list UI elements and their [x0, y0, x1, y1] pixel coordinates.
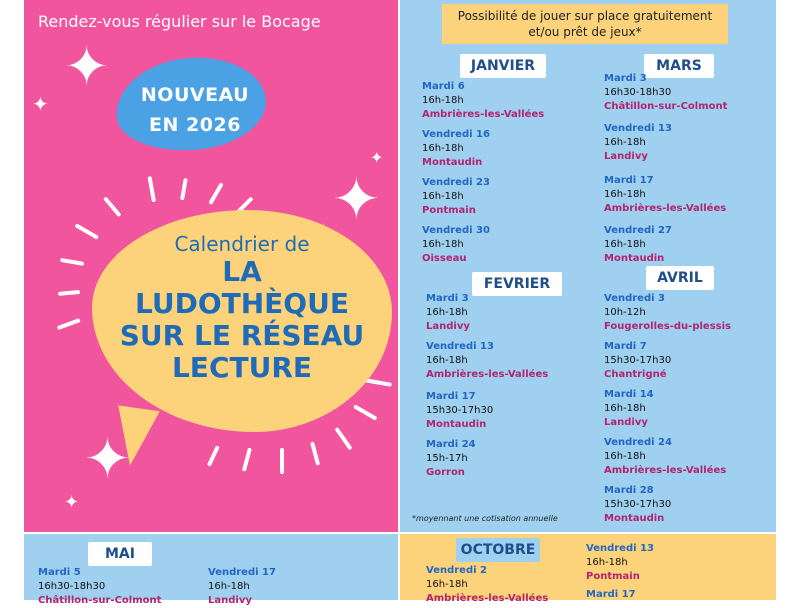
entry-time: 16h-18h	[604, 137, 646, 148]
entry-place: Landivy	[208, 595, 252, 606]
ray-decoration	[207, 445, 220, 467]
entry-time: 16h-18h	[604, 189, 646, 200]
entry-time: 15h-17h	[426, 453, 468, 464]
new-badge-line2: EN 2026	[149, 114, 241, 136]
month-header-avril: AVRIL	[646, 266, 714, 290]
entry-place: Châtillon-sur-Colmont	[604, 101, 728, 112]
calendar-entry	[604, 340, 774, 382]
ray-decoration	[242, 447, 252, 471]
entry-place: Ambrières-les-Vallées	[604, 465, 727, 476]
title-intro: Calendrier de	[174, 232, 310, 256]
entry-day: Mardi 17	[604, 175, 654, 186]
ray-decoration	[57, 318, 81, 330]
calendar-entry	[426, 390, 596, 432]
entry-day: Vendredi 27	[604, 225, 672, 236]
entry-place: Montaudin	[604, 513, 665, 524]
entry-place: Gorron	[426, 467, 465, 478]
new-badge	[116, 80, 274, 140]
calendar-entry	[208, 566, 378, 608]
ray-decoration	[353, 404, 378, 420]
entry-time: 16h30-18h30	[38, 581, 106, 592]
calendar-entry	[604, 122, 774, 164]
tagline: Rendez-vous régulier sur le Bocage	[38, 12, 321, 31]
sparkle-icon: ✦	[32, 92, 49, 116]
title-line: LUDOTHÈQUE	[135, 287, 349, 320]
entry-time: 16h-18h	[426, 307, 468, 318]
calendar-entry	[586, 588, 756, 602]
sparkle-icon: ✦	[64, 492, 80, 513]
sparkle-icon: ✦	[370, 148, 384, 167]
entry-day: Vendredi 13	[586, 543, 654, 554]
ray-decoration	[180, 178, 188, 200]
calendar-entry	[604, 436, 774, 478]
calendar-entry	[604, 224, 774, 266]
entry-place: Ambrières-les-Vallées	[422, 109, 545, 120]
entry-time: 16h-18h	[422, 95, 464, 106]
entry-place: Ambrières-les-Vallées	[426, 369, 549, 380]
month-header-octobre: OCTOBRE	[456, 538, 540, 562]
calendar-entry	[422, 224, 592, 266]
entry-place: Montaudin	[604, 253, 665, 264]
info-box	[442, 4, 728, 44]
entry-time: 16h-18h	[422, 239, 464, 250]
entry-day: Mardi 17	[426, 391, 476, 402]
calendar-entry	[586, 542, 756, 584]
entry-place: Landivy	[604, 151, 648, 162]
calendar-entry	[426, 438, 596, 480]
entry-place: Châtillon-sur-Colmont	[38, 595, 162, 606]
entry-day: Mardi 24	[426, 439, 476, 450]
footnote: *moyennant une cotisation annuelle	[412, 514, 558, 523]
entry-day: Mardi 14	[604, 389, 654, 400]
ray-decoration	[280, 448, 284, 474]
entry-time: 16h-18h	[604, 451, 646, 462]
entry-day: Mardi 5	[38, 567, 81, 578]
calendar-entry	[604, 72, 774, 114]
title-line: LECTURE	[171, 351, 313, 384]
entry-day: Mardi 6	[422, 81, 465, 92]
entry-time: 15h30-17h30	[604, 499, 672, 510]
entry-day: Vendredi 17	[208, 567, 276, 578]
title-line: SUR LE RÉSEAU	[119, 319, 365, 352]
entry-place: Ambrières-les-Vallées	[426, 593, 549, 604]
calendar-entry	[604, 292, 774, 334]
calendar-panel	[400, 0, 776, 532]
entry-time: 15h30-17h30	[426, 405, 494, 416]
month-header-fevrier: FEVRIER	[472, 272, 562, 296]
entry-time: 16h30-18h30	[604, 87, 672, 98]
entry-place: Fougerolles-du-plessis	[604, 321, 731, 332]
calendar-panel-octobre	[400, 534, 776, 604]
entry-day: Mardi 17	[586, 589, 636, 600]
poster-title	[86, 256, 398, 384]
entry-day: Mardi 3	[604, 73, 647, 84]
entry-place: Montaudin	[426, 419, 487, 430]
entry-time: 16h-18h	[604, 403, 646, 414]
calendar-entry	[604, 484, 774, 526]
entry-day: Vendredi 24	[604, 437, 672, 448]
entry-time: 16h-18h	[586, 557, 628, 568]
entry-day: Vendredi 13	[426, 341, 494, 352]
month-header-mai: MAI	[88, 542, 152, 566]
ray-decoration	[60, 258, 84, 266]
entry-time: 16h-18h	[426, 355, 468, 366]
poster-panel	[24, 0, 398, 532]
entry-place: Landivy	[604, 417, 648, 428]
sparkle-icon: ✦	[332, 165, 381, 233]
entry-place: Chantrigné	[604, 369, 667, 380]
sparkle-icon: ✦	[84, 427, 131, 492]
entry-day: Vendredi 30	[422, 225, 490, 236]
entry-time: 15h30-17h30	[604, 355, 672, 366]
entry-time: 16h-18h	[422, 191, 464, 202]
entry-day: Vendredi 23	[422, 177, 490, 188]
info-line: et/ou prêt de jeux*	[528, 25, 642, 39]
title-line: LA	[222, 255, 262, 288]
entry-day: Vendredi 2	[426, 565, 487, 576]
calendar-entry	[38, 566, 208, 608]
entry-time: 16h-18h	[208, 581, 250, 592]
calendar-entry	[604, 388, 774, 430]
ray-decoration	[208, 182, 223, 205]
entry-place: Montaudin	[422, 157, 483, 168]
month-header-mars: MARS	[644, 54, 714, 78]
sparkle-icon: ✦	[64, 35, 110, 98]
ray-decoration	[58, 290, 80, 296]
new-badge-line1: NOUVEAU	[140, 84, 250, 106]
ray-decoration	[103, 196, 121, 217]
calendar-entry	[604, 174, 774, 216]
entry-day: Mardi 3	[426, 293, 469, 304]
month-header-janvier: JANVIER	[460, 54, 546, 78]
calendar-entry	[422, 128, 592, 170]
entry-place: Pontmain	[586, 571, 640, 582]
entry-time: 16h-18h	[604, 239, 646, 250]
entry-place: Pontmain	[422, 205, 476, 216]
calendar-entry	[422, 176, 592, 218]
entry-place: Oisseau	[422, 253, 467, 264]
entry-day: Mardi 7	[604, 341, 647, 352]
ray-decoration	[310, 441, 320, 465]
entry-day: Vendredi 3	[604, 293, 665, 304]
entry-place: Ambrières-les-Vallées	[604, 203, 727, 214]
entry-day: Vendredi 16	[422, 129, 490, 140]
entry-day: Vendredi 13	[604, 123, 672, 134]
calendar-entry	[426, 292, 596, 334]
ray-decoration	[148, 176, 156, 202]
calendar-entry	[426, 564, 596, 606]
calendar-entry	[426, 340, 596, 382]
entry-time: 16h-18h	[426, 579, 468, 590]
entry-day: Mardi 28	[604, 485, 654, 496]
entry-place: Landivy	[426, 321, 470, 332]
ray-decoration	[334, 427, 352, 451]
calendar-entry	[422, 80, 592, 122]
entry-time: 16h-18h	[422, 143, 464, 154]
speech-bubble-tail	[110, 405, 160, 468]
entry-time: 10h-12h	[604, 307, 646, 318]
calendar-panel-mai	[24, 534, 398, 606]
info-line: Possibilité de jouer sur place gratuitement	[457, 9, 713, 23]
